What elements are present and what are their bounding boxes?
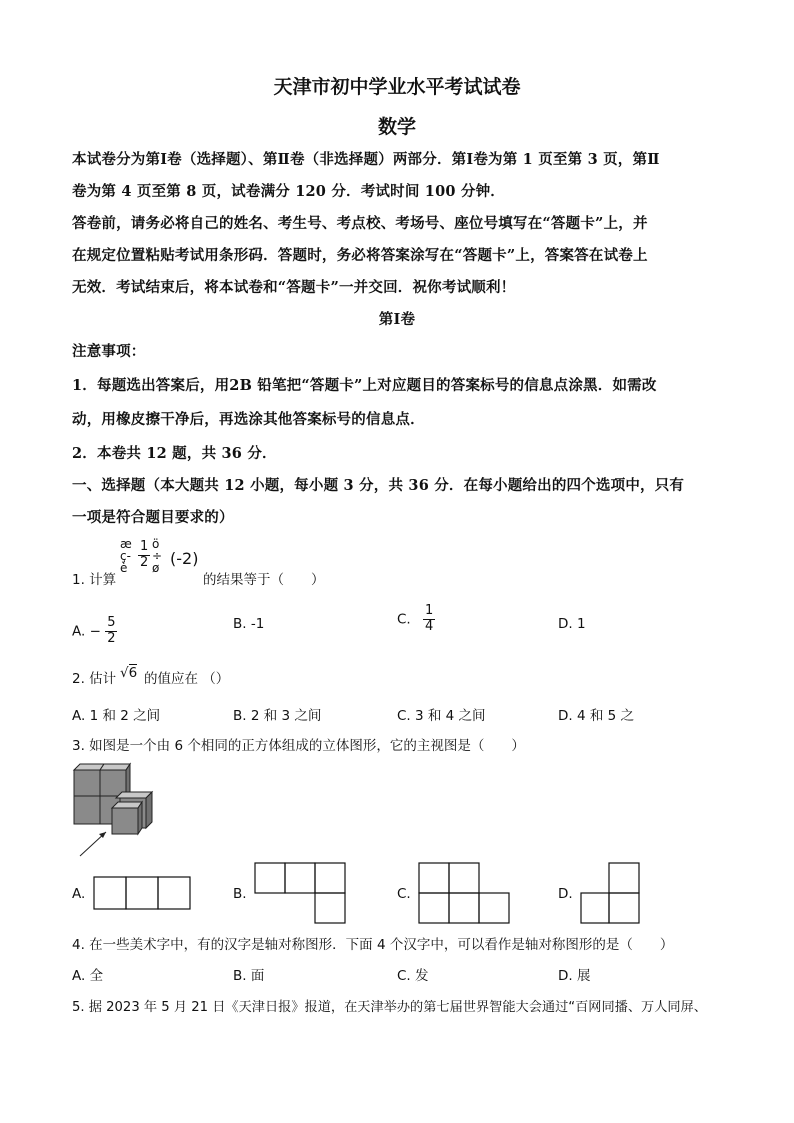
q3-option-c-label: C. (397, 886, 411, 902)
q1-garble-right (152, 538, 162, 574)
intro-line-3: 答卷前，请务必将自己的姓名、考生号、考点校、考场号、座位号填写在“答题卡”上，并 (72, 215, 648, 232)
q1-c-label: C. (397, 611, 411, 628)
q1-fraction (138, 540, 150, 571)
q1-paren: (-2) (170, 549, 199, 568)
q1-frac-den: 2 (140, 554, 149, 570)
q3-option-c-figure (418, 862, 510, 924)
q2-option-a: A. 1 和 2 之间 (72, 708, 161, 724)
q4-text: 4. 在一些美术字中，有的汉字是轴对称图形．下面 4 个汉字中，可以看作是轴对称图形的是（ ） (72, 937, 674, 953)
q1-garble-right-bot: ø (152, 561, 160, 575)
q1-prefix: 1. 计算 (72, 572, 117, 588)
q1-c-num: 1 (425, 603, 434, 618)
q1-garble-right-mid: ÷ (152, 549, 163, 563)
q3-option-d-label: D. (558, 886, 573, 902)
note-2: 2．本卷共 12 题，共 36 分． (72, 445, 277, 462)
q1-garble-bot: è (120, 561, 128, 575)
q4-option-c: C. 发 (397, 968, 429, 984)
notice-title: 注意事项： (72, 343, 146, 360)
intro-line-1: 本试卷分为第Ⅰ卷（选择题）、第Ⅱ卷（非选择题）两部分．第Ⅰ卷为第 1 页至第 3 页，第Ⅱ (72, 151, 660, 168)
q3-option-a-figure (93, 876, 191, 910)
q1-garble-left (120, 538, 132, 574)
q3-option-a-label: A. (72, 886, 86, 902)
q3-option-d-figure (580, 862, 640, 924)
q4-option-d: D. 展 (558, 968, 591, 984)
intro-line-2: 卷为第 4 页至第 8 页，试卷满分 120 分．考试时间 100 分钟． (72, 183, 505, 200)
intro-line-4: 在规定位置粘贴考试用条形码．答题时，务必将答案涂写在“答题卡”上，答案答在试卷上 (72, 247, 648, 264)
q2-prefix: 2. 估计 (72, 671, 117, 687)
q3-option-b-label: B. (233, 886, 247, 902)
q1-a-den: 2 (107, 630, 116, 646)
q1-option-c (397, 604, 435, 635)
q5-text: 5. 据 2023 年 5 月 21 日《天津日报》报道，在天津举办的第七届世界智能大会通过“百网同播、万人同屏、 (72, 1000, 707, 1015)
subject-title: 数学 (377, 116, 416, 138)
note-1a: 1．每题选出答案后，用2B 铅笔把“答题卡”上对应题目的答案标号的信息点涂黑．如需改 (72, 377, 657, 394)
q1-option-a (72, 616, 117, 647)
q3-text: 3. 如图是一个由 6 个相同的正方体组成的立体图形，它的主视图是（ ） (72, 738, 525, 754)
q1-a-label: A. (72, 623, 86, 640)
q1-garble-mid: ç- (120, 549, 131, 563)
q1-garble-right-top: ö (152, 537, 160, 551)
part-1b: 一项是符合题目要求的） (72, 509, 234, 526)
cube-figure (72, 762, 167, 862)
q1-frac-num: 1 (140, 539, 149, 554)
q1-c-den: 4 (425, 618, 434, 634)
exam-title: 天津市初中学业水平考试试卷 (273, 76, 521, 98)
q2-option-c: C. 3 和 4 之间 (397, 708, 486, 724)
section-title: 第Ⅰ卷 (378, 311, 416, 328)
note-1b: 动，用橡皮擦干净后，再选涂其他答案标号的信息点． (72, 411, 425, 428)
q1-a-num: 5 (107, 615, 116, 630)
q1-garble-top: æ (120, 537, 132, 551)
q2-option-d: D. 4 和 5 之 (558, 708, 635, 724)
q2-radical (120, 665, 137, 681)
intro-line-5: 无效．考试结束后，将本试卷和“答题卡”一并交回．祝你考试顺利！ (72, 279, 516, 296)
q4-option-b: B. 面 (233, 968, 265, 984)
q3-option-b-figure (254, 862, 346, 924)
part-1a: 一、选择题（本大题共 12 小题，每小题 3 分，共 36 分．在每小题给出的四个选项中，只有 (72, 477, 685, 494)
q1-option-b: B. -1 (233, 616, 265, 632)
q2-option-b: B. 2 和 3 之间 (233, 708, 322, 724)
q1-option-d: D. 1 (558, 616, 586, 632)
sqrt-icon: √ (120, 665, 129, 681)
q1-suffix: 的结果等于（ ） (203, 572, 325, 588)
q4-option-a: A. 全 (72, 968, 104, 984)
q1-a-sign: − (89, 623, 101, 640)
q2-radicand: 6 (128, 665, 138, 681)
q2-suffix: 的值应在 （） (144, 671, 230, 687)
